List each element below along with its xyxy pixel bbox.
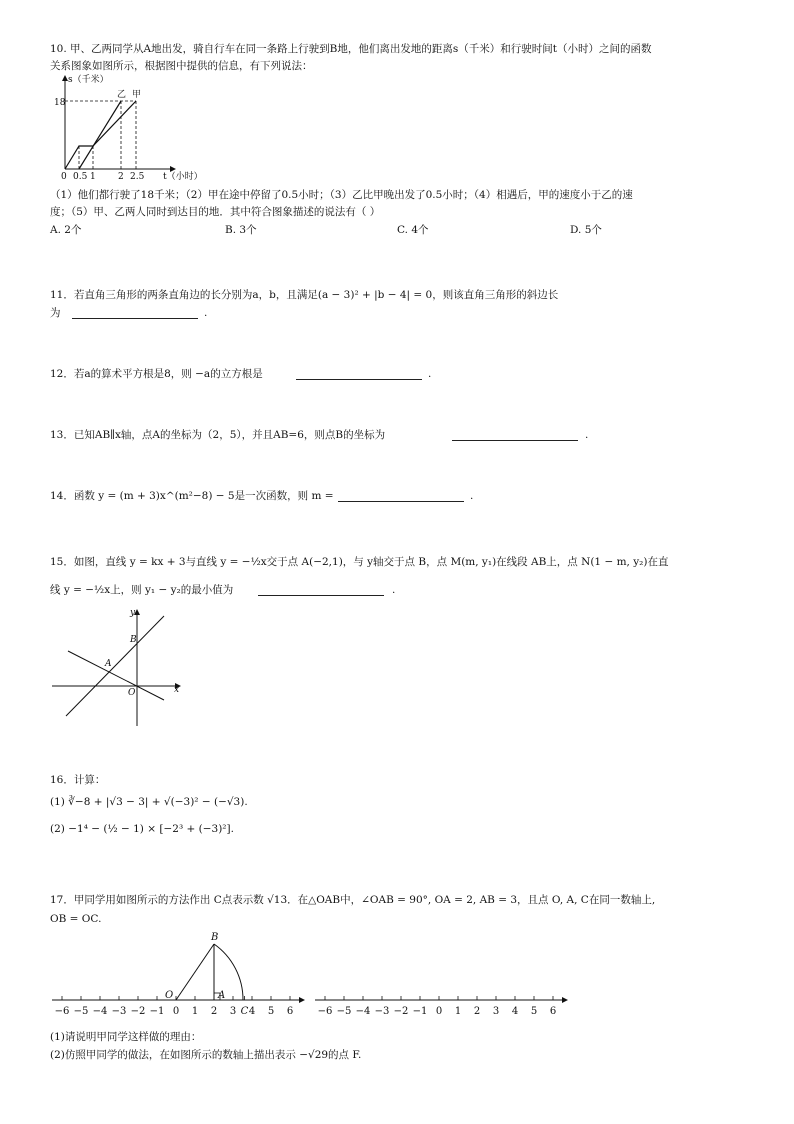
q10-xtick-0.5: 0.5	[73, 172, 88, 182]
q10-line-yi	[79, 101, 121, 169]
q14-text: 14．函数 y = (m + 3)x^(m²−8) − 5是一次函数，则 m =	[50, 490, 334, 502]
q13-suffix: .	[585, 429, 589, 441]
q11-line2-prefix: 为	[50, 307, 61, 319]
q17-line2: OB = OC.	[50, 913, 102, 925]
q10-statements-1: （1）他们都行驶了18千米；（2）甲在途中停留了0.5小时；（3）乙比甲晚出发了0.5小时；（4）相遇后，甲的速度小于乙的速	[50, 189, 633, 201]
number-line-tick-label: 0	[172, 1006, 180, 1017]
q10-xtick-1: 1	[90, 172, 96, 182]
number-line-tick-label: −1	[149, 1006, 165, 1017]
q11-answer-blank[interactable]	[72, 318, 198, 319]
number-line-tick-label: 4	[511, 1006, 519, 1017]
q15-label-o: O	[128, 688, 136, 698]
number-line-tick-label: 6	[286, 1006, 294, 1017]
number-line-tick-label: −5	[73, 1006, 89, 1017]
number-line-tick-label: 0	[435, 1006, 443, 1017]
q15-graph	[52, 606, 192, 726]
q12-suffix: .	[428, 368, 432, 380]
number-line-tick-label: −6	[317, 1006, 333, 1017]
q16-part2: (2) −1⁴ − (½ − 1) × [−2³ + (−3)²].	[50, 823, 234, 835]
q11-line2-suffix: .	[204, 307, 208, 319]
q15-line2-suffix: .	[392, 584, 396, 596]
number-line-tick-label: 3	[492, 1006, 500, 1017]
number-line-tick-label: 1	[191, 1006, 199, 1017]
q15-label-b: B	[130, 635, 137, 645]
number-line-tick-label: 3	[229, 1006, 237, 1017]
q10-statements-2: 度；（5）甲、乙两人同时到达目的地．其中符合图象描述的说法有（ ）	[50, 206, 381, 218]
number-line-tick-label: 4	[248, 1006, 256, 1017]
q10-line1: 10. 甲、乙两同学从A地出发，骑自行车在同一条路上行驶到B地，他们离出发地的距离s（千米）和行驶时间t（小时）之间的函数	[50, 43, 652, 55]
q16-title: 16．计算：	[50, 774, 106, 786]
number-line-tick-label: 2	[473, 1006, 481, 1017]
q15-label-a: A	[105, 659, 112, 669]
q17-label-o: O	[165, 990, 174, 1001]
q15-answer-blank[interactable]	[258, 595, 384, 596]
q15-line-neg-half-x	[68, 651, 164, 700]
q10-option-a: A. 2个	[50, 224, 82, 236]
q17-line1: 17．甲同学用如图所示的方法作出 C点表示数 √13．在△OAB中，∠OAB = 90°, OA = 2, AB = 3，且点 O, A, C在同一数轴上,	[50, 894, 656, 906]
q15-line1: 15．如图，直线 y = kx + 3与直线 y = −½x交于点 A(−2,1)，与 y轴交于点 B，点 M(m, y₁)在线段 AB上，点 N(1 − m, y₂)在直	[50, 556, 669, 568]
q10-option-b: B. 3个	[225, 224, 257, 236]
number-line-tick-label: −6	[54, 1006, 70, 1017]
q15-line-kx-plus-3	[66, 616, 164, 716]
q11-line1: 11．若直角三角形的两条直角边的长分别为a，b，且满足(a − 3)² + |b − 4| = 0，则该直角三角形的斜边长	[50, 289, 559, 301]
number-line-tick-label: −5	[336, 1006, 352, 1017]
q17-label-a: A	[218, 990, 226, 1001]
q10-ytick-18: 18	[54, 98, 66, 108]
number-line-tick-label: −4	[355, 1006, 371, 1017]
number-line-tick-label: 1	[454, 1006, 462, 1017]
q13-text: 13．已知AB∥x轴，点A的坐标为（2，5），并且AB=6，则点B的坐标为	[50, 429, 386, 441]
number-line-tick-label: −2	[393, 1006, 409, 1017]
q15-x-label: x	[174, 685, 180, 695]
number-line-tick-label: −2	[130, 1006, 146, 1017]
number-line-tick-label: 5	[267, 1006, 275, 1017]
q10-option-c: C. 4个	[397, 224, 429, 236]
q15-y-label: y	[130, 608, 136, 618]
q14-answer-blank[interactable]	[338, 501, 464, 502]
q10-line2: 关系图象如图所示，根据图中提供的信息，有下列说法：	[50, 60, 313, 72]
q12-answer-blank[interactable]	[296, 379, 422, 380]
q10-option-d: D. 5个	[570, 224, 602, 236]
q10-xlabel: t（小时）	[163, 172, 203, 182]
q17-number-line-2	[315, 930, 575, 1020]
q16-part1: (1) ∛−8 + |√3 − 3| + √(−3)² − (−√3).	[50, 796, 248, 808]
q12-text: 12．若a的算术平方根是8，则 −a的立方根是	[50, 368, 263, 380]
number-line-tick-label: 5	[530, 1006, 538, 1017]
number-line-tick-label: 6	[549, 1006, 557, 1017]
q17-sub1: (1)请说明甲同学这样做的理由：	[50, 1031, 202, 1043]
q10-ylabel: s（千米）	[68, 75, 109, 85]
q10-xtick-0: 0	[61, 172, 67, 182]
number-line-tick-label: −3	[374, 1006, 390, 1017]
q17-sub2: (2)仿照甲同学的做法，在如图所示的数轴上描出表示 −√29的点 F.	[50, 1049, 362, 1061]
q15-line2-prefix: 线 y = −½x上，则 y₁ − y₂的最小值为	[50, 584, 234, 596]
q13-answer-blank[interactable]	[452, 440, 578, 441]
q10-xtick-2.5: 2.5	[130, 172, 145, 182]
number-line-tick-label: C	[240, 1006, 249, 1017]
q10-xtick-2: 2	[118, 172, 124, 182]
q14-suffix: .	[470, 490, 474, 502]
number-line-tick-label: −4	[92, 1006, 108, 1017]
q10-label-yi: 乙	[117, 90, 127, 100]
q10-label-jia: 甲	[132, 90, 142, 100]
q17-number-line-1	[52, 930, 312, 1020]
number-line-tick-label: −3	[111, 1006, 127, 1017]
q17-label-b: B	[211, 932, 219, 943]
number-line-tick-label: 2	[210, 1006, 218, 1017]
number-line-tick-label: −1	[412, 1006, 428, 1017]
q10-graph	[50, 74, 203, 184]
